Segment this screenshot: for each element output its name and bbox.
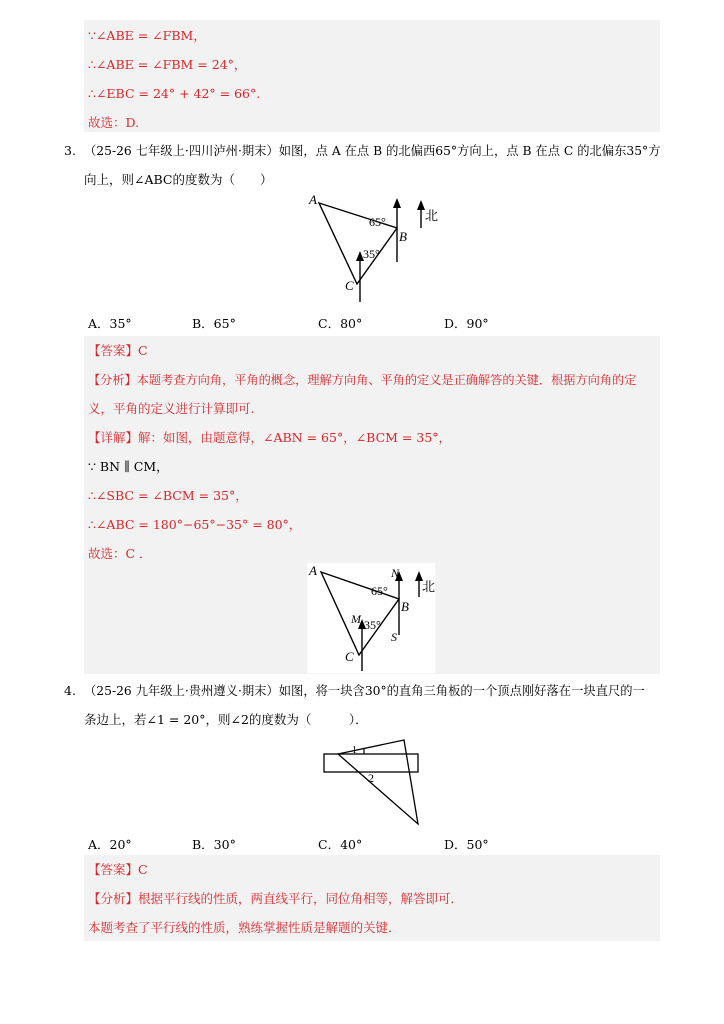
q4-option-a[interactable]: A．20° <box>88 837 132 852</box>
q3-analysis-line-1: 【分析】本题考查方向角，平角的概念，理解方向角、平角的定义是正确解答的关键．根据方向角的定 <box>88 373 637 387</box>
q3-label-B: B <box>399 229 407 244</box>
q2-line-1: ∵∠ABE = ∠FBM， <box>88 28 206 43</box>
q3f2-label-S: S <box>391 630 397 644</box>
q4-angle-2: 2 <box>368 771 374 785</box>
q3-figure2 <box>307 563 435 673</box>
q4-option-b[interactable]: B．30° <box>192 837 236 852</box>
q3-stem-line-2: 向上，则∠ABC的度数为（ ） <box>84 172 273 187</box>
q4-analysis-line-2: 本题考查了平行线的性质，熟练掌握性质是解题的关键． <box>88 920 401 935</box>
q4-answer: 【答案】C <box>88 862 148 877</box>
q3f2-label-B: B <box>401 599 409 614</box>
q3-label-C: C <box>345 278 354 293</box>
q3-angle-35: 35° <box>363 247 380 261</box>
q3f2-label-M: M <box>351 612 361 626</box>
q3-detail-line-4: ∴∠ABC = 180°−65°−35° = 80°， <box>88 517 302 532</box>
q3-angle-65: 65° <box>369 215 386 229</box>
q3-analysis-line-2: 义，平角的定义进行计算即可. <box>88 401 255 416</box>
q3-number: 3. <box>64 143 76 158</box>
q4-figure <box>320 734 430 830</box>
q3f2-angle-35: 35° <box>364 618 381 632</box>
q3-figure <box>305 192 445 302</box>
q3-detail-line-1: 【详解】解：如图，由题意得，∠ABN = 65°，∠BCM = 35°， <box>88 430 452 445</box>
q3f2-label-N: N <box>391 566 400 580</box>
q3-stem-line-1: （25-26 七年级上·四川泸州·期末）如图，点 A 在点 B 的北偏西65°方向上，点 B 在点 C 的北偏东35°方 <box>84 144 661 158</box>
q3f2-label-A: A <box>309 563 317 578</box>
q3-option-a[interactable]: A．35° <box>88 316 132 331</box>
q3-option-b[interactable]: B．65° <box>192 316 236 331</box>
q3-label-A: A <box>309 192 317 207</box>
q4-analysis-line-1: 【分析】根据平行线的性质，两直线平行，同位角相等，解答即可． <box>88 891 464 906</box>
q3-detail-answer: 故选：C ． <box>88 546 152 561</box>
q2-line-3: ∴∠EBC = 24° + 42° = 66°. <box>88 86 261 101</box>
q4-option-d[interactable]: D．50° <box>444 837 489 852</box>
q4-option-c[interactable]: C．40° <box>318 837 363 852</box>
q3-detail-line-2: ∵ BN ∥ CM， <box>88 459 169 474</box>
q2-line-2: ∴∠ABE = ∠FBM = 24°， <box>88 57 247 72</box>
q3-answer: 【答案】C <box>88 343 148 358</box>
q3f2-angle-65: 65° <box>371 584 388 598</box>
q3f2-label-C: C <box>345 649 354 664</box>
q3-option-c[interactable]: C．80° <box>318 316 363 331</box>
q3-detail-line-3: ∴∠SBC = ∠BCM = 35°， <box>88 488 248 503</box>
q4-stem-line-1: （25-26 九年级上·贵州遵义·期末）如图，将一块含30°的直角三角板的一个顶点刚好落在一块直尺的一 <box>84 684 645 698</box>
q3-north-label: 北 <box>425 209 439 224</box>
q4-number: 4. <box>64 683 76 698</box>
q4-angle-1: 1 <box>352 745 357 756</box>
q3-option-d[interactable]: D．90° <box>444 316 489 331</box>
q2-answer: 故选：D. <box>88 115 140 130</box>
q4-stem-line-2: 条边上，若∠1 = 20°，则∠2的度数为（ ）． <box>84 712 368 727</box>
q3f2-north-label: 北 <box>422 580 435 595</box>
